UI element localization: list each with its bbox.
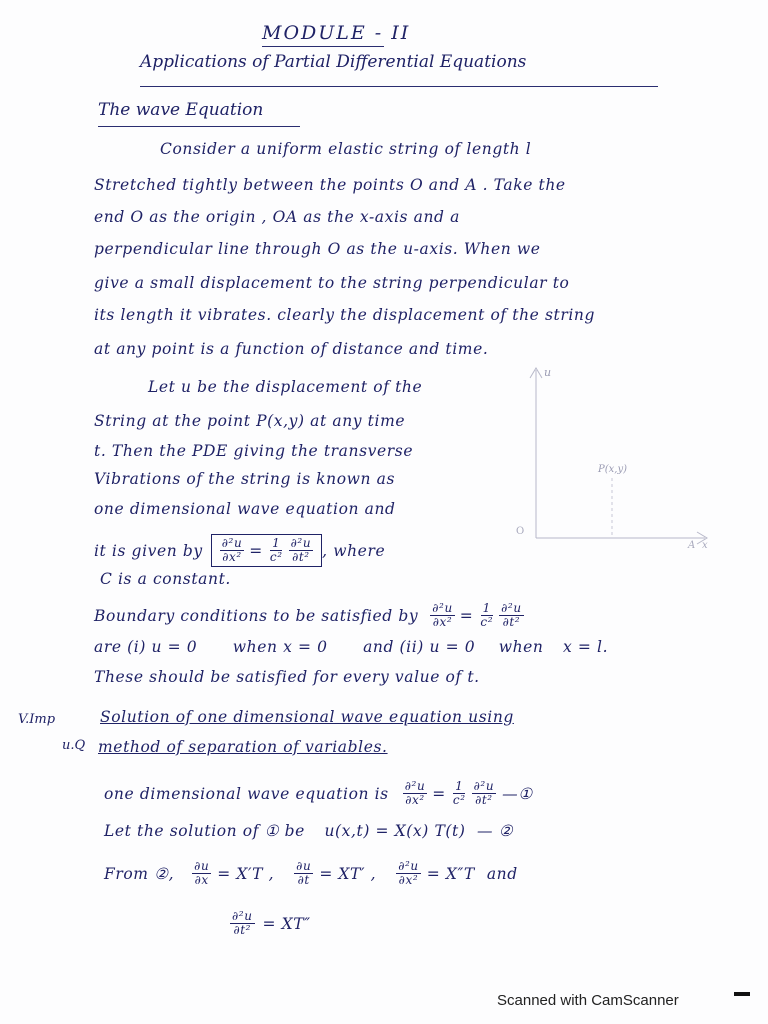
dash: — [502,784,519,803]
eq-intro-text: one dimensional wave equation is [104,784,389,803]
denominator: c² [480,615,494,629]
solution-assumption-line [104,822,513,840]
fraction [451,780,468,807]
wave-equation-inline [428,602,525,629]
numerator: 1 [272,536,281,550]
equals-sign: = [459,606,474,625]
numerator: ∂²u [290,536,312,550]
paragraph-line: its length it vibrates. clearly the displacement of the string [94,306,596,324]
d2u-dx2-expr [394,860,475,887]
where-text: , where [322,541,386,560]
fraction [430,602,455,629]
paragraph-line: end O as the origin , OA as the x-axis and a [94,208,460,226]
numerator: 1 [455,779,464,793]
d2u-dt2-value: = XT″ [262,914,311,933]
denominator: ∂t² [502,615,521,629]
derivatives-line [104,860,518,887]
point-p-label: P(x,y) [598,464,627,475]
fraction [289,537,314,564]
wave-equation-line [104,780,533,807]
paragraph-line: Consider a uniform elastic string of length l [160,140,532,158]
footer-mark [734,992,750,996]
denominator: ∂x [194,873,209,887]
camscanner-footer: Scanned with CamScanner [497,992,679,1009]
section-heading: The wave Equation [98,100,264,120]
fraction [220,537,245,564]
x-axis-label: x [702,540,708,551]
numerator: ∂u [296,859,312,873]
numerator: ∂u [194,859,210,873]
boundary-line-2 [94,638,608,656]
denominator: ∂x² [432,615,453,629]
paragraph-line: Vibrations of the string is known as [94,470,396,488]
paragraph-line: t. Then the PDE giving the transverse [94,442,414,460]
numerator: 1 [482,601,491,615]
paragraph-line: give a small displacement to the string perpendicular to [94,274,570,292]
origin-label: O [516,526,525,537]
fraction [478,602,495,629]
numerator: ∂²u [501,601,522,615]
d2u-dt2-expr [228,910,311,937]
du-dx-expr [190,860,274,887]
denominator: ∂t [297,873,310,887]
fraction [230,910,255,937]
condition-ii-value: x = l. [563,638,609,656]
boundary-text: Boundary conditions to be satisfied by [94,606,419,625]
section-underline [98,126,300,127]
module-title: MODULE - II [262,22,411,44]
wave-equation-box [211,534,322,567]
given-by-text: it is given by [94,541,203,560]
denominator: ∂t² [475,793,493,807]
boundary-line-1 [94,602,526,629]
denominator: ∂x² [222,550,242,564]
boundary-line-3: These should be satisfied for every value of t. [94,668,480,686]
module-title-underline [262,46,384,47]
paragraph-line: Stretched tightly between the points O and A . Take the [94,176,566,194]
margin-note-important: V.Imp [18,712,56,727]
numerator: ∂²u [232,909,253,923]
denominator: c² [452,793,466,807]
from-2-text: From ②, [104,864,175,883]
margin-note-question: u.Q [62,738,86,753]
given-by-line [94,534,385,567]
denominator: ∂x² [398,873,419,887]
string-axis-figure [500,360,720,560]
equation-tag-1: ① [518,784,533,803]
numerator: ∂²u [221,536,243,550]
paragraph-line: one dimensional wave equation and [94,500,396,518]
constant-line: C is a constant. [100,570,231,588]
d2u-dx2-value: = X″T [426,864,475,883]
paragraph-line: Let u be the displacement of the [148,378,423,396]
point-a-label: A [688,540,696,551]
condition-i: are (i) u = 0 [94,638,198,656]
solution-heading-2: method of separation of variables. [98,738,388,756]
page-subtitle: Applications of Partial Differential Equations [140,52,527,72]
fraction [268,537,285,564]
equals-sign: = [249,541,263,560]
dash: — [477,822,494,840]
fraction [499,602,524,629]
condition-i-when: when x = 0 [232,638,328,656]
fraction [396,860,421,887]
solution-heading-1: Solution of one dimensional wave equation using [100,708,514,726]
equals-sign: = [432,784,446,803]
fraction [472,780,497,807]
du-dt-value: = XT′ , [319,864,377,883]
and-text: and [486,864,518,883]
paragraph-line: String at the point P(x,y) at any time [94,412,406,430]
fraction [294,860,313,887]
u-axis-label: u [544,366,552,379]
du-dt-expr [292,860,376,887]
fraction [403,780,428,807]
paragraph-line: at any point is a function of distance and time. [94,340,489,358]
equation-tag-2: ② [498,822,514,840]
wave-equation-expr [401,780,498,807]
denominator: c² [269,550,283,564]
condition-ii: and (ii) u = 0 [363,638,476,656]
solution-expression: u(x,t) = X(x) T(t) [324,822,466,840]
subtitle-underline [140,86,658,87]
du-dx-value: = X′T , [217,864,275,883]
numerator: ∂²u [398,859,419,873]
denominator: ∂t² [292,550,310,564]
let-solution-text: Let the solution of ① be [104,822,305,840]
numerator: ∂²u [432,601,453,615]
condition-ii-when-word: when [498,638,544,656]
paragraph-line: perpendicular line through O as the u-axis. When we [94,240,541,258]
fraction [192,860,211,887]
denominator: ∂t² [233,923,252,937]
denominator: ∂x² [405,793,425,807]
numerator: ∂²u [404,779,426,793]
numerator: ∂²u [473,779,495,793]
second-time-derivative-line [228,910,311,937]
